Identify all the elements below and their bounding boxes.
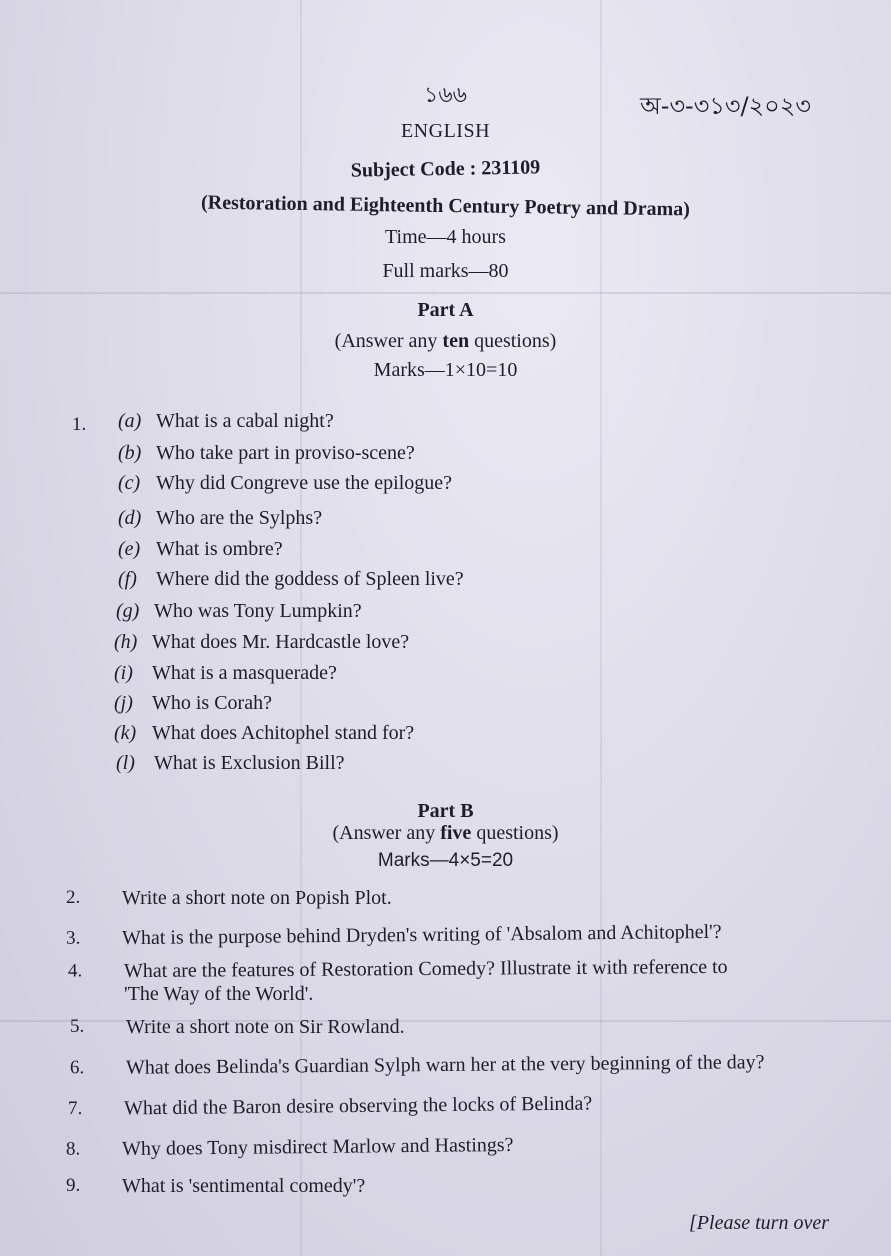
paper-title: (Restoration and Eighteenth Century Poetry and Drama) bbox=[200, 191, 691, 221]
subject-title: ENGLISH bbox=[400, 120, 491, 142]
sub-question: (d) Who are the Sylphs? bbox=[118, 507, 323, 529]
long-question: 8. Why does Tony misdirect Marlow and Hastings? bbox=[65, 1133, 514, 1161]
sub-question: (b) Who take part in proviso-scene? bbox=[118, 442, 415, 464]
long-question: 7. What did the Baron desire observing the locks of Belinda? bbox=[67, 1092, 593, 1120]
time-allowed: Time—4 hours bbox=[385, 226, 506, 248]
sub-question: (c) Why did Congreve use the epilogue? bbox=[118, 472, 453, 494]
long-question: 6. What does Belinda's Guardian Sylph warn her at the very beginning of the day? bbox=[69, 1051, 765, 1079]
part-a-heading: Part A bbox=[417, 299, 474, 321]
long-question: 9. What is 'sentimental comedy'? bbox=[66, 1175, 366, 1197]
part-a-instruction: (Answer any ten questions) bbox=[334, 330, 557, 352]
part-b-instruction: (Answer any five questions) bbox=[332, 822, 559, 844]
sub-question: (g) Who was Tony Lumpkin? bbox=[116, 600, 362, 622]
sub-question: (l) What is Exclusion Bill? bbox=[116, 752, 345, 774]
sub-question: (h) What does Mr. Hardcastle love? bbox=[114, 631, 410, 653]
question-number: 1. bbox=[72, 414, 87, 435]
sub-question: (e) What is ombre? bbox=[118, 538, 283, 560]
sub-question: (j) Who is Corah? bbox=[114, 692, 272, 714]
sub-question: (f) Where did the goddess of Spleen live? bbox=[118, 568, 464, 590]
paper-serial-number: ১৬৬ bbox=[424, 83, 467, 108]
sub-question: (k) What does Achitophel stand for? bbox=[114, 722, 415, 744]
long-question: 2. Write a short note on Popish Plot. bbox=[66, 887, 392, 909]
long-question: 3. What is the purpose behind Dryden's writing of 'Absalom and Achitophel'? bbox=[65, 920, 722, 950]
sub-question: (i) What is a masquerade? bbox=[114, 662, 337, 684]
part-b-marks: Marks—4×5=20 bbox=[377, 850, 514, 871]
long-question-continuation: 'The Way of the World'. bbox=[124, 983, 314, 1005]
sub-question: (a) What is a cabal night? bbox=[118, 410, 334, 432]
long-question: 5. Write a short note on Sir Rowland. bbox=[70, 1016, 405, 1038]
part-b-heading: Part B bbox=[417, 800, 474, 822]
full-marks: Full marks—80 bbox=[382, 260, 509, 282]
long-question: 4. What are the features of Restoration Comedy? Illustrate it with reference to bbox=[67, 955, 728, 983]
fold-line bbox=[0, 292, 891, 294]
subject-code: Subject Code : 231109 bbox=[350, 156, 541, 182]
exam-reference-code: অ-৩-৩১৩/২০২৩ bbox=[640, 92, 811, 120]
turn-over-note: [Please turn over bbox=[689, 1212, 829, 1234]
part-a-marks: Marks—1×10=10 bbox=[373, 359, 518, 381]
